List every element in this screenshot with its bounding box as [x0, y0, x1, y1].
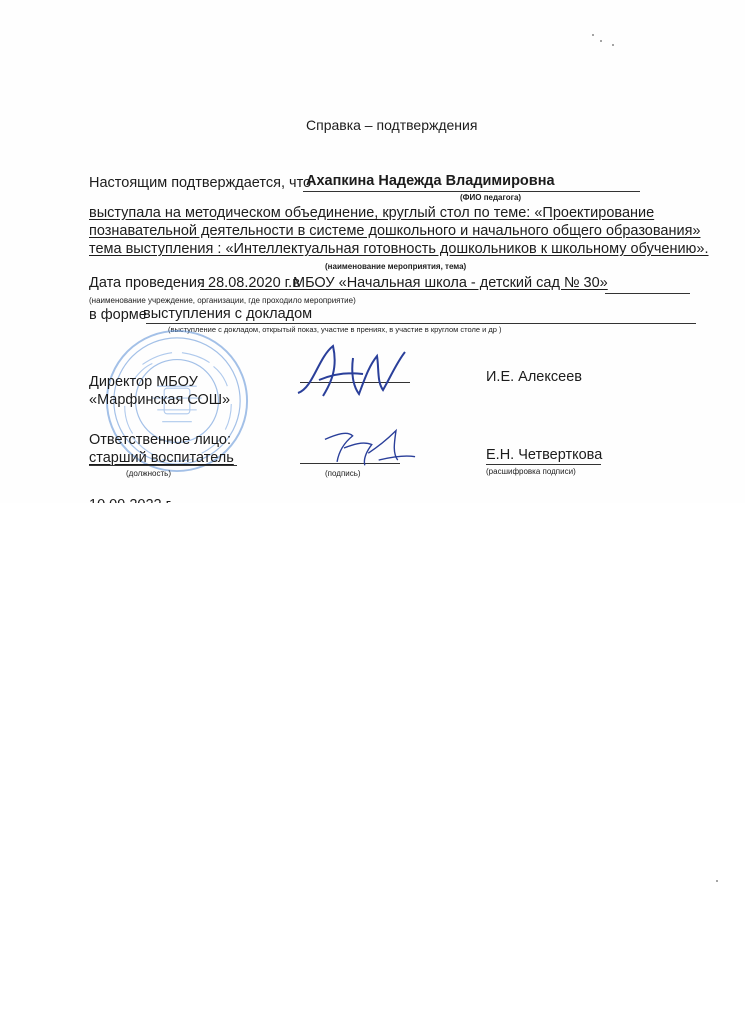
director-title-2: «Марфинская СОШ»: [89, 392, 231, 408]
responsible-title-1: Ответственное лицо:: [89, 432, 231, 448]
person-caption: (ФИО педагога): [460, 193, 522, 202]
responsible-name-underline: [486, 464, 601, 465]
intro-prefix: Настоящим подтверждается, что: [89, 175, 312, 191]
event-line-1: выступала на методическом объединение, круглый стол по теме: «Проектирование: [89, 205, 655, 221]
event-caption: (наименование мероприятия, тема): [325, 262, 467, 271]
event-line-3: тема выступления : «Интеллектуальная готовность дошкольников к школьному обучению».: [89, 241, 709, 257]
responsible-name: Е.Н. Четверткова: [486, 447, 603, 463]
org-caption: (наименование учреждение, организации, где проходило мероприятие): [89, 296, 356, 305]
event-line-2: познавательной деятельности в системе дошкольного и начального общего образования»: [89, 223, 701, 239]
responsible-title-2: старший воспитатель: [89, 450, 234, 466]
responsible-caption-signature: (подпись): [325, 469, 361, 478]
blank-area: [0, 503, 745, 1024]
responsible-caption-name: (расшифровка подписи): [486, 467, 576, 476]
responsible-caption-position: (должность): [126, 469, 171, 478]
director-title-1: Директор МБОУ: [89, 374, 198, 390]
person-name: Ахапкина Надежда Владимировна: [306, 173, 555, 189]
date-prefix: Дата проведения: [89, 275, 205, 291]
form-prefix: в форме: [89, 307, 147, 323]
org-value: МБОУ «Начальная школа - детский сад № 30»: [293, 275, 608, 291]
form-underline: [146, 323, 696, 324]
form-caption: (выступление с докладом, открытый показ, участие в прениях, в участие в круглом столе и др ): [168, 325, 502, 334]
org-underline-tail: [605, 293, 690, 294]
date-value: : 28.08.2020 г.в: [200, 275, 300, 291]
form-value: выступления с докладом: [143, 306, 313, 322]
director-signature: [293, 338, 413, 408]
document-title: Справка – подтверждения: [306, 117, 478, 133]
director-name: И.Е. Алексеев: [486, 369, 582, 385]
person-name-underline: [303, 191, 640, 192]
responsible-signature: [315, 422, 425, 474]
responsible-title-underline: [89, 465, 237, 466]
